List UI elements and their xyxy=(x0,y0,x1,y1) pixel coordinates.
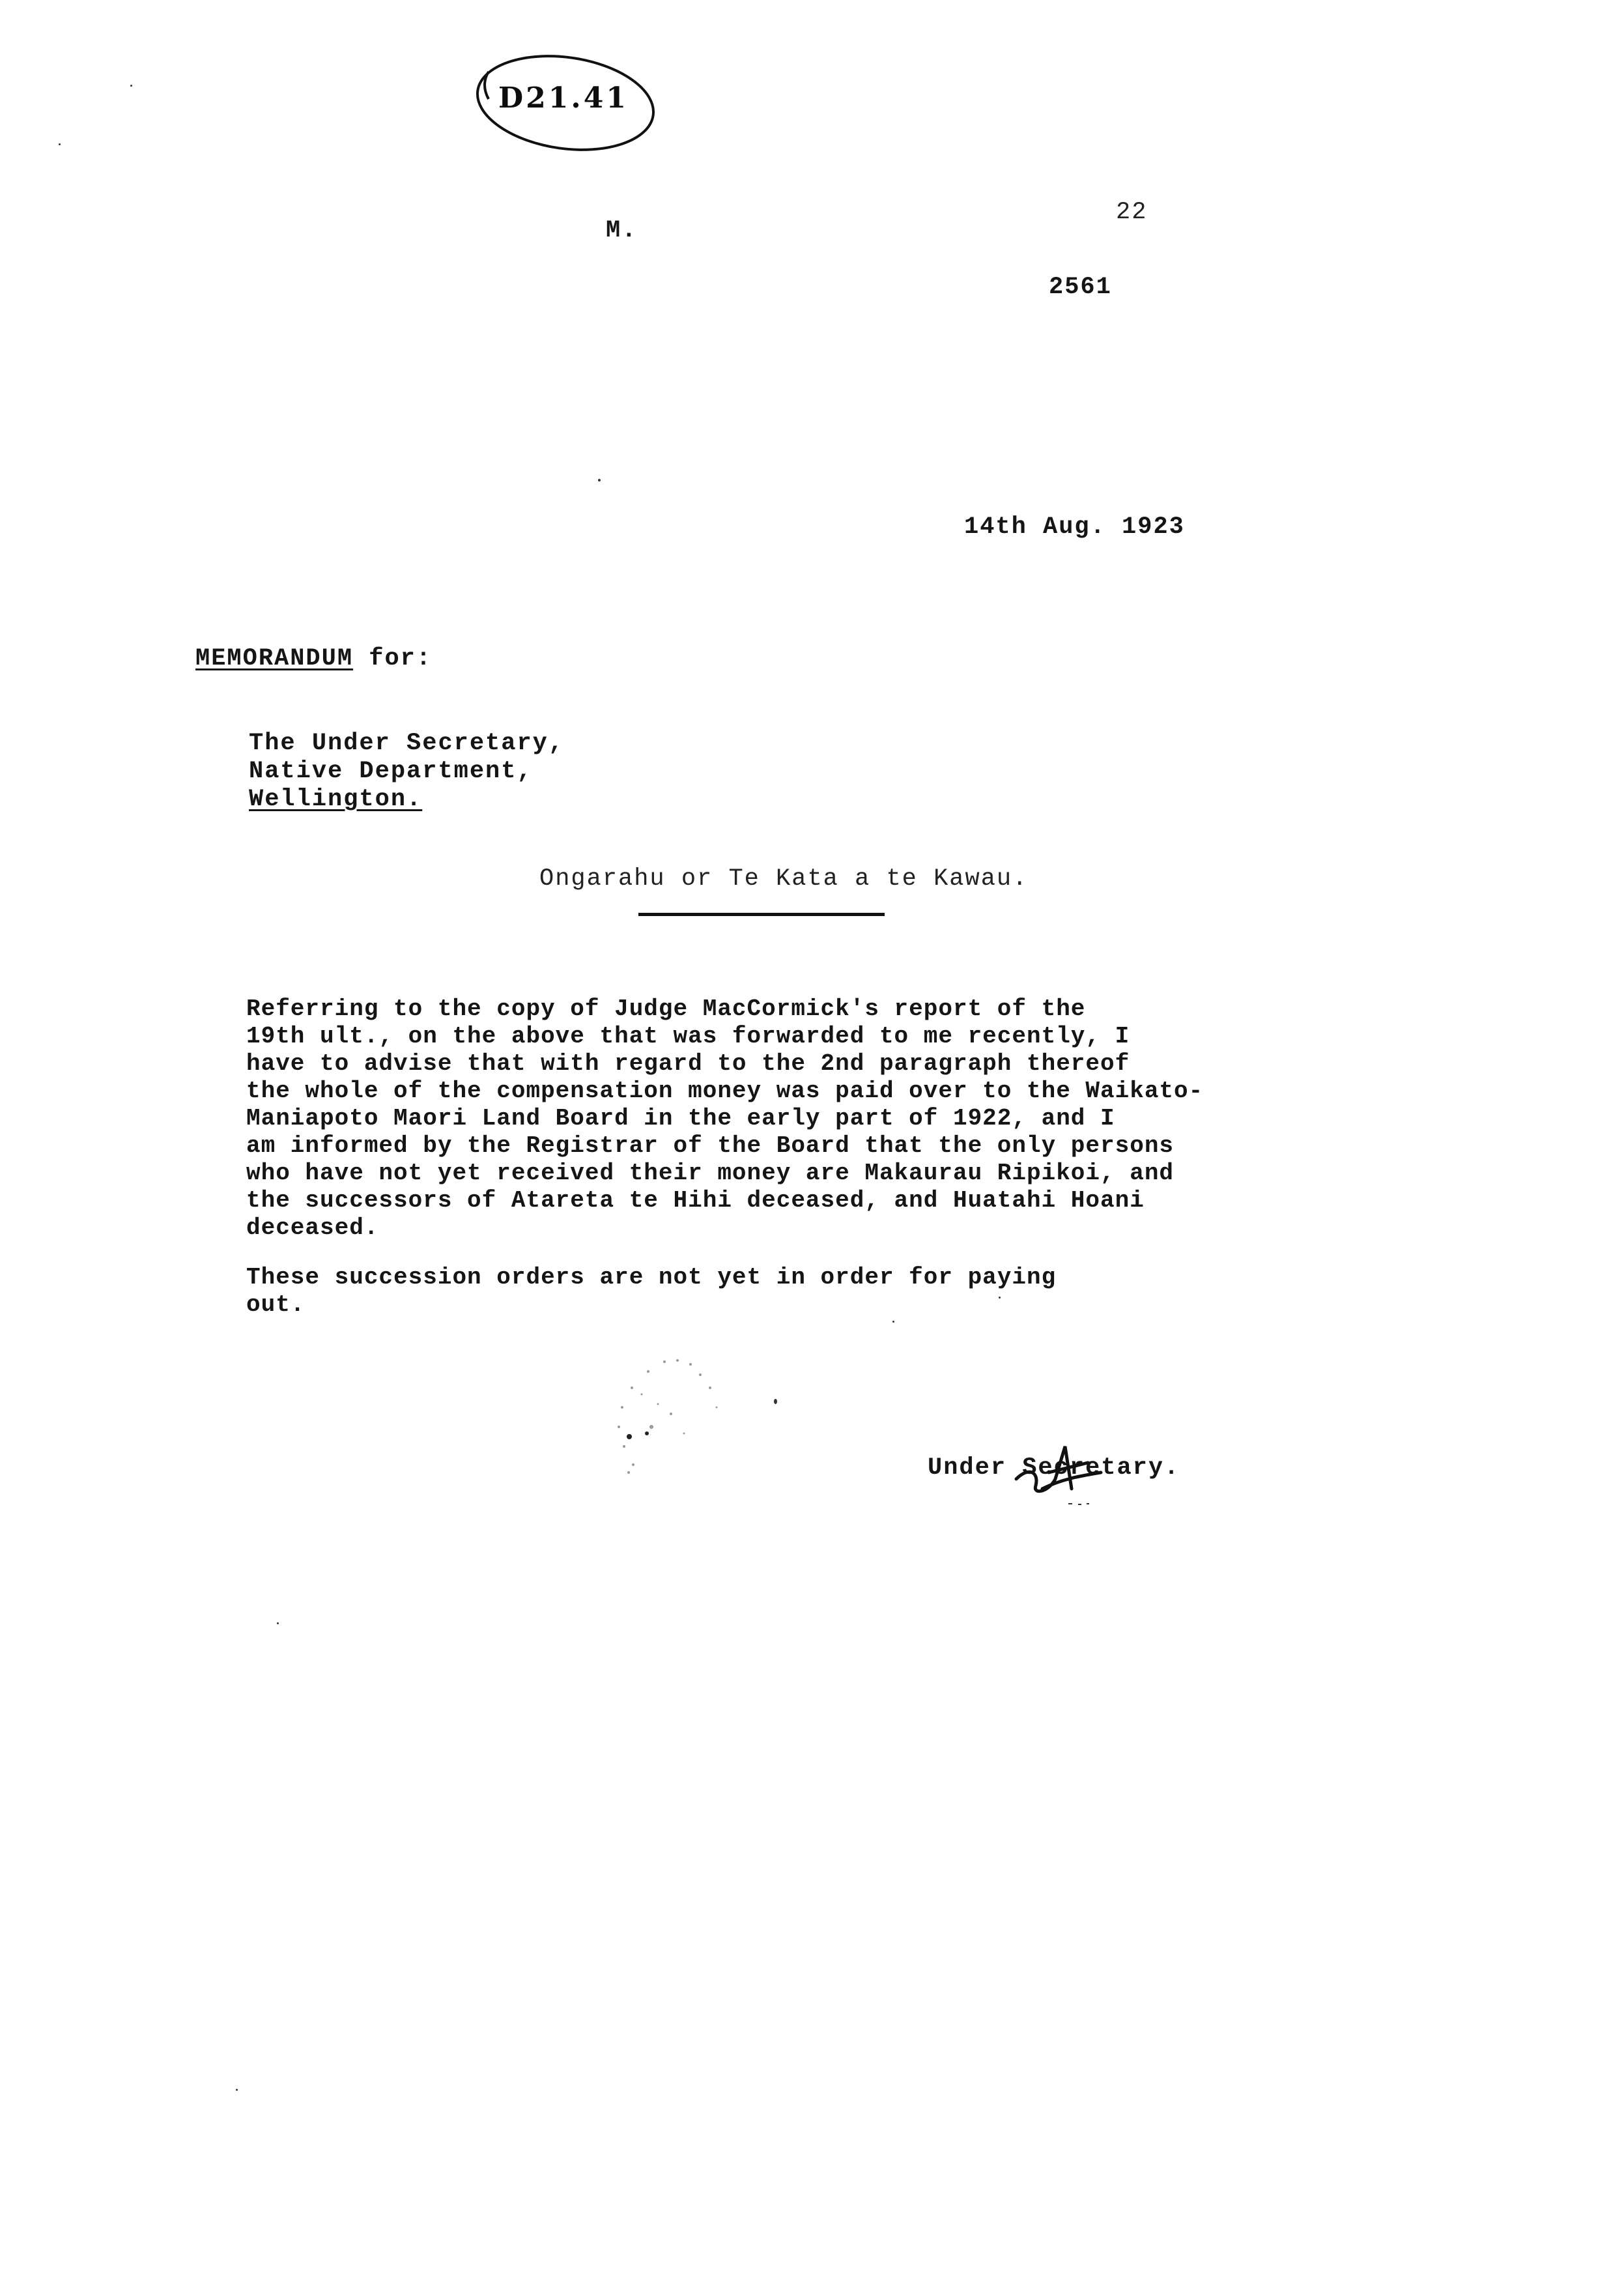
faint-seal-impression-icon xyxy=(586,1349,756,1492)
memorandum-heading xyxy=(195,645,432,672)
memorandum-label: MEMORANDUM xyxy=(195,645,354,672)
signature-scrawl-icon xyxy=(1003,1427,1120,1512)
scan-mark xyxy=(892,1321,894,1323)
scan-mark xyxy=(59,143,61,145)
signature-title: Under Secretary. xyxy=(928,1454,1180,1482)
header-initial: M. xyxy=(606,217,638,244)
addressee-line-2: Native Department, xyxy=(249,758,533,785)
scan-mark xyxy=(236,2089,238,2091)
scan-mark xyxy=(277,1622,279,1624)
subject-line: Ongarahu or Te Kata a te Kawau. xyxy=(539,865,1029,893)
scan-mark xyxy=(999,1297,1001,1299)
body-paragraph-2: These succession orders are not yet in order for paying out. xyxy=(246,1264,1057,1318)
body-paragraph-1: Referring to the copy of Judge MacCormick's report of the 19th ult., on the above that was forwarded to me recently, I have to advise that with regard to the 2nd paragraph thereof the whole of the compensation money was paid over to the Waikato- Maniapoto Maori Land Board in the early part of 1922, and I am informed by the Registrar of the Board that the only persons who have not yet received their money are Makaurau Ripikoi, and the successors of Atareta te Hihi deceased, and Huatahi Hoani deceased. xyxy=(246,996,1204,1241)
memorandum-for: for: xyxy=(353,645,433,672)
scan-mark xyxy=(130,85,132,87)
addressee-line-1: The Under Secretary, xyxy=(249,730,565,757)
subject-rule xyxy=(638,913,885,916)
file-number: 2561 xyxy=(1049,274,1112,301)
letter-date: 14th Aug. 1923 xyxy=(964,513,1185,541)
scan-mark xyxy=(598,479,601,481)
page-number: 22 xyxy=(1116,199,1148,226)
addressee-line-3: Wellington. xyxy=(249,786,423,813)
ink-speck xyxy=(774,1399,777,1404)
reference-text: D21.41 xyxy=(498,81,629,115)
